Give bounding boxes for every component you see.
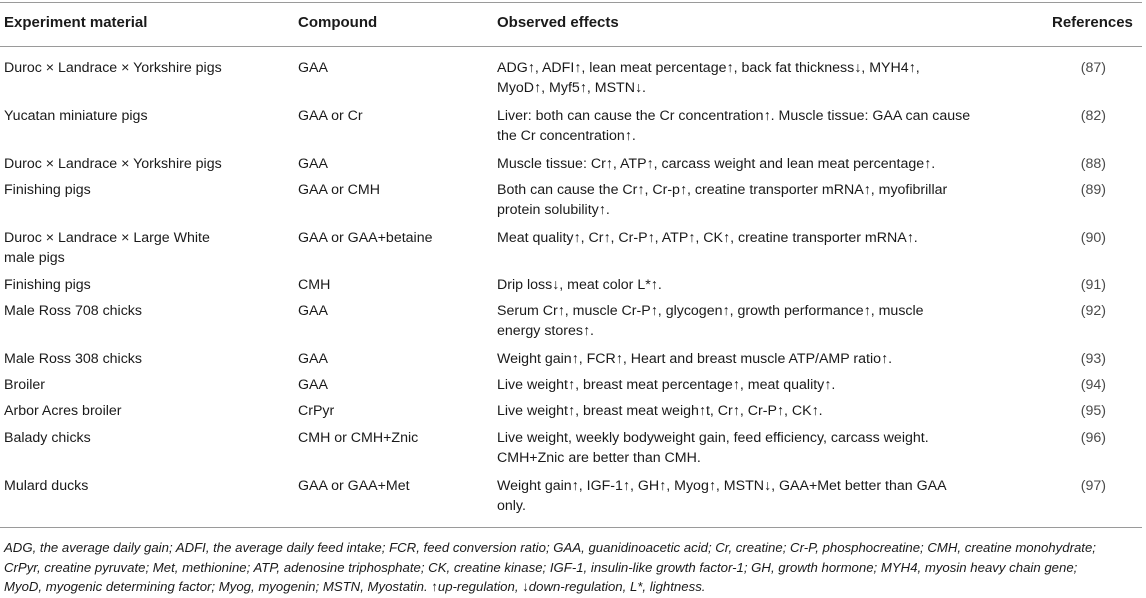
cell-observed-effects: the Cr concentration↑. bbox=[497, 128, 636, 144]
cell-experiment-material: Finishing pigs bbox=[4, 182, 91, 198]
header-experiment-material: Experiment material bbox=[4, 14, 148, 31]
cell-observed-effects: energy stores↑. bbox=[497, 323, 594, 339]
cell-experiment-material: Arbor Acres broiler bbox=[4, 403, 122, 419]
cell-observed-effects: protein solubility↑. bbox=[497, 202, 610, 218]
header-rule bbox=[0, 46, 1142, 47]
table-footnote bbox=[4, 538, 1142, 597]
cell-reference-link[interactable]: (96) bbox=[1080, 430, 1106, 446]
bottom-rule bbox=[0, 527, 1142, 528]
cell-observed-effects: only. bbox=[497, 498, 526, 514]
cell-reference-link[interactable]: (88) bbox=[1080, 156, 1106, 172]
cell-observed-effects: Live weight↑, breast meat percentage↑, meat quality↑. bbox=[497, 377, 836, 393]
cell-compound: GAA or GAA+Met bbox=[298, 478, 410, 494]
cell-reference-link[interactable]: (97) bbox=[1080, 478, 1106, 494]
cell-compound: CMH bbox=[298, 277, 331, 293]
cell-compound: GAA or Cr bbox=[298, 108, 363, 124]
footnote-line: MyoD, myogenic determining factor; Myog, myogenin; MSTN, Myostatin. ↑up-regulation, ↓down-regulation, L*, lightness. bbox=[4, 579, 706, 594]
cell-experiment-material: Yucatan miniature pigs bbox=[4, 108, 148, 124]
cell-compound: GAA or GAA+betaine bbox=[298, 230, 433, 246]
cell-reference-link[interactable]: (91) bbox=[1080, 277, 1106, 293]
cell-observed-effects: MyoD↑, Myf5↑, MSTN↓. bbox=[497, 80, 646, 96]
cell-observed-effects: Muscle tissue: Cr↑, ATP↑, carcass weight and lean meat percentage↑. bbox=[497, 156, 936, 172]
cell-compound: CrPyr bbox=[298, 403, 335, 419]
cell-observed-effects: Both can cause the Cr↑, Cr-p↑, creatine transporter mRNA↑, myofibrillar bbox=[497, 182, 948, 198]
cell-compound: GAA or CMH bbox=[298, 182, 380, 198]
cell-experiment-material: Duroc × Landrace × Yorkshire pigs bbox=[4, 60, 222, 76]
cell-experiment-material: Male Ross 308 chicks bbox=[4, 351, 142, 367]
cell-observed-effects: Live weight↑, breast meat weigh↑t, Cr↑, Cr-P↑, CK↑. bbox=[497, 403, 823, 419]
cell-reference-link[interactable]: (95) bbox=[1080, 403, 1106, 419]
cell-reference-link[interactable]: (93) bbox=[1080, 351, 1106, 367]
cell-reference-link[interactable]: (92) bbox=[1080, 303, 1106, 319]
cell-experiment-material: Broiler bbox=[4, 377, 45, 393]
cell-experiment-material: male pigs bbox=[4, 250, 65, 266]
footnote-line: CrPyr, creatine pyruvate; Met, methionine; ATP, adenosine triphosphate; CK, creatine kinase; IGF-1, insulin-like growth factor-1; GH, growth hormone; MYH4, myosin heavy chain gene; bbox=[4, 559, 1078, 575]
cell-observed-effects: ADG↑, ADFI↑, lean meat percentage↑, back fat thickness↓, MYH4↑, bbox=[497, 60, 920, 76]
cell-observed-effects: Weight gain↑, IGF-1↑, GH↑, Myog↑, MSTN↓, GAA+Met better than GAA bbox=[497, 478, 947, 494]
cell-reference-link[interactable]: (90) bbox=[1080, 230, 1106, 246]
cell-reference-link[interactable]: (82) bbox=[1080, 108, 1106, 124]
cell-compound: CMH or CMH+Znic bbox=[298, 430, 419, 446]
cell-reference-link[interactable]: (89) bbox=[1080, 182, 1106, 198]
header-references: References bbox=[1052, 14, 1133, 31]
cell-observed-effects: CMH+Znic are better than CMH. bbox=[497, 450, 701, 466]
cell-experiment-material: Mulard ducks bbox=[4, 478, 89, 494]
cell-experiment-material: Duroc × Landrace × Large White bbox=[4, 230, 210, 246]
cell-compound: GAA bbox=[298, 156, 328, 172]
cell-observed-effects: Meat quality↑, Cr↑, Cr-P↑, ATP↑, CK↑, creatine transporter mRNA↑. bbox=[497, 230, 918, 246]
cell-compound: GAA bbox=[298, 351, 328, 367]
footnote-line: ADG, the average daily gain; ADFI, the average daily feed intake; FCR, feed conversion ratio; GAA, guanidinoacetic acid; Cr, creatine; Cr-P, phosphocreatine; CMH, creatine monohydrate; bbox=[4, 540, 1096, 555]
cell-observed-effects: Drip loss↓, meat color L*↑. bbox=[497, 277, 662, 293]
cell-observed-effects: Weight gain↑, FCR↑, Heart and breast muscle ATP/AMP ratio↑. bbox=[497, 351, 893, 367]
cell-compound: GAA bbox=[298, 303, 328, 319]
header-observed-effects: Observed effects bbox=[497, 14, 619, 31]
cell-compound: GAA bbox=[298, 60, 328, 76]
cell-experiment-material: Male Ross 708 chicks bbox=[4, 303, 142, 319]
cell-experiment-material: Finishing pigs bbox=[4, 277, 91, 293]
cell-reference-link[interactable]: (94) bbox=[1080, 377, 1106, 393]
cell-compound: GAA bbox=[298, 377, 328, 393]
top-rule bbox=[0, 2, 1142, 3]
cell-experiment-material: Duroc × Landrace × Yorkshire pigs bbox=[4, 156, 222, 172]
cell-experiment-material: Balady chicks bbox=[4, 430, 91, 446]
header-compound: Compound bbox=[298, 14, 378, 31]
cell-reference-link[interactable]: (87) bbox=[1080, 60, 1106, 76]
cell-observed-effects: Live weight, weekly bodyweight gain, feed efficiency, carcass weight. bbox=[497, 430, 929, 446]
cell-observed-effects: Liver: both can cause the Cr concentration↑. Muscle tissue: GAA can cause bbox=[497, 108, 971, 124]
cell-observed-effects: Serum Cr↑, muscle Cr-P↑, glycogen↑, growth performance↑, muscle bbox=[497, 303, 924, 319]
